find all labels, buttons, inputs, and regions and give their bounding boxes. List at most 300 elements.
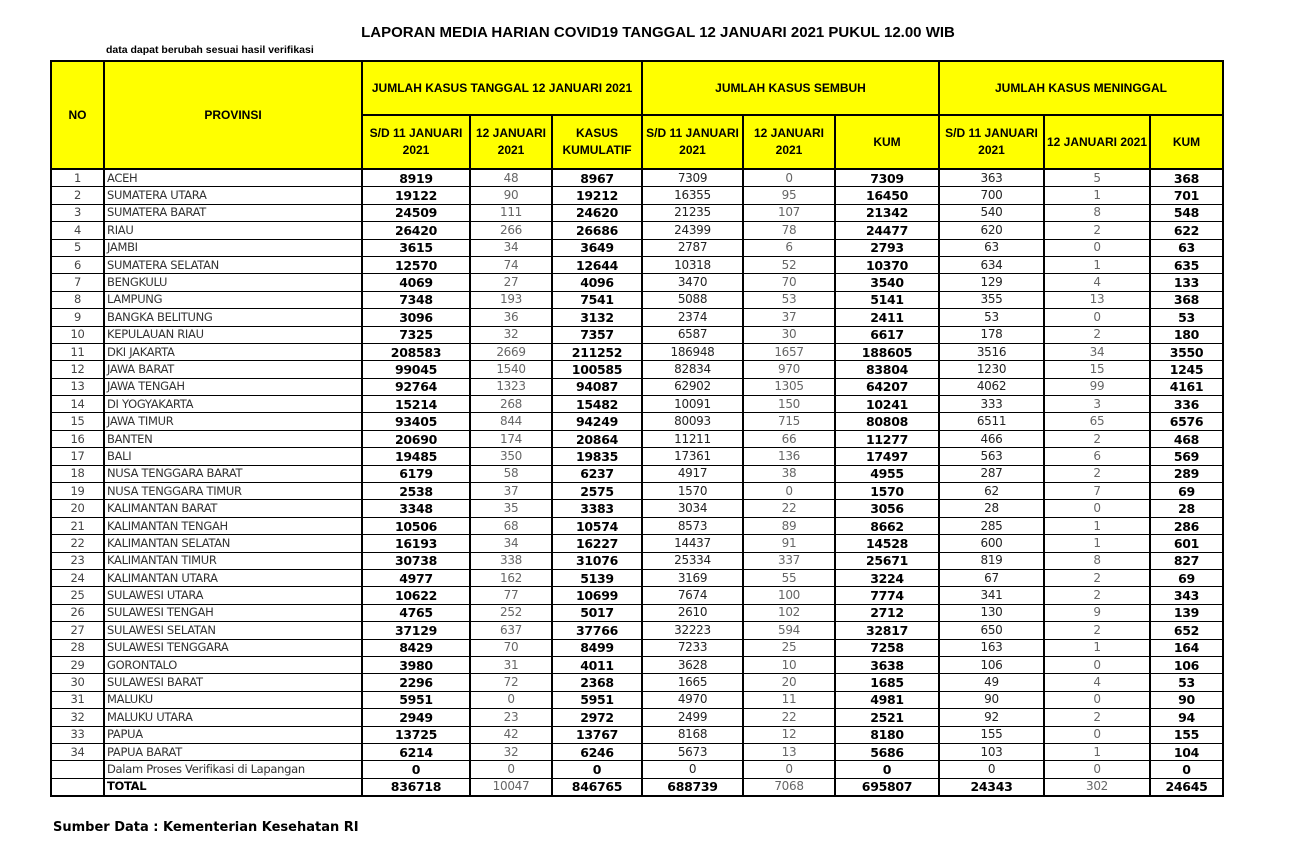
- kasus-sd11-cell: 26420: [362, 222, 470, 239]
- meninggal-sd11-cell: 819: [939, 552, 1044, 569]
- sembuh-sd11-cell: 186948: [642, 343, 743, 360]
- table-row: [51, 396, 1223, 413]
- sembuh-sd11-cell: 3628: [642, 656, 743, 673]
- table-row: [51, 535, 1223, 552]
- kasus-kumulatif-cell: 6246: [552, 743, 642, 760]
- kasus-sd11-cell: 3348: [362, 500, 470, 517]
- meninggal-sd11-cell: 6511: [939, 413, 1044, 430]
- sembuh-sd11-cell: 6587: [642, 326, 743, 343]
- meninggal-kum-cell: 94: [1150, 709, 1223, 726]
- sembuh-12jan-cell: 78: [743, 222, 835, 239]
- table-row: [51, 465, 1223, 482]
- kasus-sd11-cell: 92764: [362, 378, 470, 395]
- row-no-cell: 3: [51, 204, 104, 221]
- meninggal-sd11-cell: 600: [939, 535, 1044, 552]
- table-row: [51, 309, 1223, 326]
- row-provinsi-cell: MALUKU: [104, 691, 362, 708]
- sembuh-kum-cell: 8180: [835, 726, 939, 743]
- table-row: [51, 361, 1223, 378]
- sembuh-kum-cell: 11277: [835, 430, 939, 447]
- kasus-kumulatif-cell: 6237: [552, 465, 642, 482]
- total-sembuh-12jan-cell: 7068: [743, 778, 835, 796]
- meninggal-sd11-cell: 92: [939, 709, 1044, 726]
- meninggal-kum-cell: 155: [1150, 726, 1223, 743]
- row-provinsi-cell: NUSA TENGGARA TIMUR: [104, 483, 362, 500]
- table-row: [51, 413, 1223, 430]
- row-provinsi-cell: KEPULAUAN RIAU: [104, 326, 362, 343]
- kasus-12jan-cell: 36: [470, 309, 552, 326]
- meninggal-kum-cell: 336: [1150, 396, 1223, 413]
- meninggal-sd11-cell: 28: [939, 500, 1044, 517]
- meninggal-kum-cell: 4161: [1150, 378, 1223, 395]
- kasus-kumulatif-cell: 100585: [552, 361, 642, 378]
- sembuh-sd11-cell: 1570: [642, 483, 743, 500]
- meninggal-12jan-cell: 0: [1044, 656, 1150, 673]
- kasus-12jan-cell: 0: [470, 691, 552, 708]
- table-row: [51, 239, 1223, 256]
- table-row: [51, 500, 1223, 517]
- sembuh-kum-cell: 2793: [835, 239, 939, 256]
- meninggal-12jan-cell: 9: [1044, 604, 1150, 621]
- row-provinsi-cell: BALI: [104, 448, 362, 465]
- header-sembuh-kum: KUM: [835, 115, 939, 169]
- meninggal-12jan-cell: 1: [1044, 256, 1150, 273]
- sembuh-kum-cell: 1570: [835, 483, 939, 500]
- header-sembuh-12jan: 12 JANUARI 2021: [743, 115, 835, 169]
- row-no-cell: 14: [51, 396, 104, 413]
- header-meninggal-kum: KUM: [1150, 115, 1223, 169]
- row-no-cell: 34: [51, 743, 104, 760]
- sembuh-kum-cell: 64207: [835, 378, 939, 395]
- row-provinsi-cell: JAMBI: [104, 239, 362, 256]
- row-no-cell: 6: [51, 256, 104, 273]
- meninggal-12jan-cell: 1: [1044, 187, 1150, 204]
- meninggal-sd11-cell: 540: [939, 204, 1044, 221]
- kasus-12jan-cell: 35: [470, 500, 552, 517]
- meninggal-sd11-cell: 634: [939, 256, 1044, 273]
- sembuh-kum-cell: 5686: [835, 743, 939, 760]
- table-row: [51, 169, 1223, 187]
- kasus-sd11-cell: 13725: [362, 726, 470, 743]
- kasus-sd11-cell: 15214: [362, 396, 470, 413]
- kasus-12jan-cell: 252: [470, 604, 552, 621]
- kasus-12jan-cell: 48: [470, 169, 552, 187]
- kasus-12jan-cell: 338: [470, 552, 552, 569]
- meninggal-12jan-cell: 15: [1044, 361, 1150, 378]
- kasus-sd11-cell: 99045: [362, 361, 470, 378]
- meninggal-kum-cell: 133: [1150, 274, 1223, 291]
- table-row: [51, 378, 1223, 395]
- sembuh-12jan-cell: 11: [743, 691, 835, 708]
- kasus-sd11-cell: 5951: [362, 691, 470, 708]
- report-title: LAPORAN MEDIA HARIAN COVID19 TANGGAL 12 JANUARI 2021 PUKUL 12.00 WIB: [361, 24, 955, 41]
- kasus-12jan-cell: 37: [470, 483, 552, 500]
- sembuh-kum-cell: 17497: [835, 448, 939, 465]
- meninggal-kum-cell: 827: [1150, 552, 1223, 569]
- meninggal-sd11-cell: 129: [939, 274, 1044, 291]
- kasus-kumulatif-cell: 26686: [552, 222, 642, 239]
- row-provinsi-cell: JAWA BARAT: [104, 361, 362, 378]
- sembuh-kum-cell: 2411: [835, 309, 939, 326]
- kasus-kumulatif-cell: 19212: [552, 187, 642, 204]
- sembuh-12jan-cell: 12: [743, 726, 835, 743]
- sembuh-12jan-cell: 136: [743, 448, 835, 465]
- meninggal-kum-cell: 635: [1150, 256, 1223, 273]
- kasus-sd11-cell: 12570: [362, 256, 470, 273]
- kasus-kumulatif-cell: 4011: [552, 656, 642, 673]
- kasus-kumulatif-cell: 94249: [552, 413, 642, 430]
- kasus-sd11-cell: 2296: [362, 674, 470, 691]
- kasus-kumulatif-cell: 5017: [552, 604, 642, 621]
- kasus-sd11-cell: 7325: [362, 326, 470, 343]
- kasus-12jan-cell: 32: [470, 326, 552, 343]
- meninggal-kum-cell: 90: [1150, 691, 1223, 708]
- sembuh-sd11-cell: 2610: [642, 604, 743, 621]
- meninggal-sd11-cell: 287: [939, 465, 1044, 482]
- row-no-cell: 7: [51, 274, 104, 291]
- meninggal-kum-cell: 601: [1150, 535, 1223, 552]
- kasus-12jan-cell: 111: [470, 204, 552, 221]
- sembuh-sd11-cell: 10091: [642, 396, 743, 413]
- table-row: [51, 552, 1223, 569]
- meninggal-12jan-cell: 4: [1044, 674, 1150, 691]
- row-provinsi-cell: BANGKA BELITUNG: [104, 309, 362, 326]
- kasus-kumulatif-cell: 0: [552, 761, 642, 778]
- kasus-sd11-cell: 208583: [362, 343, 470, 360]
- kasus-12jan-cell: 2669: [470, 343, 552, 360]
- kasus-kumulatif-cell: 3132: [552, 309, 642, 326]
- kasus-12jan-cell: 27: [470, 274, 552, 291]
- row-no-cell: 17: [51, 448, 104, 465]
- meninggal-sd11-cell: 285: [939, 517, 1044, 534]
- row-no-cell: 4: [51, 222, 104, 239]
- sembuh-sd11-cell: 17361: [642, 448, 743, 465]
- sembuh-12jan-cell: 102: [743, 604, 835, 621]
- source-note: Sumber Data : Kementerian Kesehatan RI: [53, 820, 359, 835]
- table-row: [51, 274, 1223, 291]
- table-row: [51, 222, 1223, 239]
- sembuh-12jan-cell: 10: [743, 656, 835, 673]
- sembuh-kum-cell: 3224: [835, 569, 939, 586]
- row-no-cell: 30: [51, 674, 104, 691]
- sembuh-kum-cell: 8662: [835, 517, 939, 534]
- row-no-cell: 21: [51, 517, 104, 534]
- meninggal-sd11-cell: 178: [939, 326, 1044, 343]
- sembuh-kum-cell: 4981: [835, 691, 939, 708]
- kasus-12jan-cell: 266: [470, 222, 552, 239]
- kasus-kumulatif-cell: 13767: [552, 726, 642, 743]
- sembuh-kum-cell: 1685: [835, 674, 939, 691]
- kasus-12jan-cell: 42: [470, 726, 552, 743]
- row-no-cell: 10: [51, 326, 104, 343]
- kasus-sd11-cell: 0: [362, 761, 470, 778]
- kasus-kumulatif-cell: 2368: [552, 674, 642, 691]
- table-row: [51, 726, 1223, 743]
- meninggal-kum-cell: 104: [1150, 743, 1223, 760]
- row-provinsi-cell: KALIMANTAN TIMUR: [104, 552, 362, 569]
- sembuh-12jan-cell: 107: [743, 204, 835, 221]
- meninggal-sd11-cell: 63: [939, 239, 1044, 256]
- meninggal-12jan-cell: 2: [1044, 222, 1150, 239]
- kasus-12jan-cell: 34: [470, 535, 552, 552]
- row-provinsi-cell: PAPUA: [104, 726, 362, 743]
- sembuh-sd11-cell: 8168: [642, 726, 743, 743]
- meninggal-12jan-cell: 1: [1044, 517, 1150, 534]
- sembuh-sd11-cell: 16355: [642, 187, 743, 204]
- sembuh-12jan-cell: 150: [743, 396, 835, 413]
- meninggal-sd11-cell: 103: [939, 743, 1044, 760]
- row-no-cell: 18: [51, 465, 104, 482]
- sembuh-sd11-cell: 1665: [642, 674, 743, 691]
- kasus-kumulatif-cell: 8967: [552, 169, 642, 187]
- kasus-12jan-cell: 162: [470, 569, 552, 586]
- sembuh-kum-cell: 7309: [835, 169, 939, 187]
- kasus-sd11-cell: 24509: [362, 204, 470, 221]
- meninggal-12jan-cell: 8: [1044, 552, 1150, 569]
- table-row: [51, 430, 1223, 447]
- meninggal-sd11-cell: 106: [939, 656, 1044, 673]
- kasus-12jan-cell: 268: [470, 396, 552, 413]
- kasus-12jan-cell: 74: [470, 256, 552, 273]
- sembuh-12jan-cell: 30: [743, 326, 835, 343]
- sembuh-12jan-cell: 20: [743, 674, 835, 691]
- meninggal-sd11-cell: 49: [939, 674, 1044, 691]
- table-row: [51, 291, 1223, 308]
- sembuh-kum-cell: 80808: [835, 413, 939, 430]
- sembuh-kum-cell: 0: [835, 761, 939, 778]
- header-kasus-kumulatif: KASUS KUMULATIF: [552, 115, 642, 169]
- table-row: [51, 448, 1223, 465]
- meninggal-kum-cell: 69: [1150, 569, 1223, 586]
- row-no-cell: 29: [51, 656, 104, 673]
- meninggal-sd11-cell: 341: [939, 587, 1044, 604]
- meninggal-12jan-cell: 1: [1044, 743, 1150, 760]
- kasus-12jan-cell: 90: [470, 187, 552, 204]
- meninggal-12jan-cell: 5: [1044, 169, 1150, 187]
- row-provinsi-cell: Dalam Proses Verifikasi di Lapangan: [104, 761, 362, 778]
- kasus-12jan-cell: 72: [470, 674, 552, 691]
- sembuh-kum-cell: 83804: [835, 361, 939, 378]
- meninggal-sd11-cell: 333: [939, 396, 1044, 413]
- meninggal-12jan-cell: 99: [1044, 378, 1150, 395]
- row-no-cell: [51, 761, 104, 778]
- kasus-sd11-cell: 30738: [362, 552, 470, 569]
- table-row: [51, 187, 1223, 204]
- meninggal-12jan-cell: 13: [1044, 291, 1150, 308]
- sembuh-kum-cell: 10241: [835, 396, 939, 413]
- sembuh-12jan-cell: 970: [743, 361, 835, 378]
- sembuh-sd11-cell: 8573: [642, 517, 743, 534]
- kasus-12jan-cell: 31: [470, 656, 552, 673]
- meninggal-sd11-cell: 163: [939, 639, 1044, 656]
- kasus-kumulatif-cell: 12644: [552, 256, 642, 273]
- sembuh-kum-cell: 6617: [835, 326, 939, 343]
- total-row-provinsi-cell: TOTAL: [104, 778, 362, 796]
- row-no-cell: 32: [51, 709, 104, 726]
- sembuh-12jan-cell: 337: [743, 552, 835, 569]
- sembuh-sd11-cell: 80093: [642, 413, 743, 430]
- row-provinsi-cell: LAMPUNG: [104, 291, 362, 308]
- meninggal-kum-cell: 343: [1150, 587, 1223, 604]
- row-provinsi-cell: JAWA TIMUR: [104, 413, 362, 430]
- kasus-sd11-cell: 6214: [362, 743, 470, 760]
- meninggal-12jan-cell: 0: [1044, 500, 1150, 517]
- row-no-cell: 15: [51, 413, 104, 430]
- sembuh-12jan-cell: 1305: [743, 378, 835, 395]
- sembuh-sd11-cell: 2787: [642, 239, 743, 256]
- meninggal-12jan-cell: 2: [1044, 569, 1150, 586]
- meninggal-sd11-cell: 700: [939, 187, 1044, 204]
- kasus-kumulatif-cell: 5139: [552, 569, 642, 586]
- table-row: [51, 569, 1223, 586]
- meninggal-kum-cell: 652: [1150, 622, 1223, 639]
- sembuh-12jan-cell: 100: [743, 587, 835, 604]
- sembuh-kum-cell: 16450: [835, 187, 939, 204]
- sembuh-sd11-cell: 21235: [642, 204, 743, 221]
- kasus-12jan-cell: 0: [470, 761, 552, 778]
- kasus-12jan-cell: 58: [470, 465, 552, 482]
- table-row: [51, 639, 1223, 656]
- kasus-kumulatif-cell: 3649: [552, 239, 642, 256]
- total-kasus-12jan-cell: 10047: [470, 778, 552, 796]
- sembuh-sd11-cell: 3034: [642, 500, 743, 517]
- meninggal-kum-cell: 368: [1150, 169, 1223, 187]
- meninggal-12jan-cell: 2: [1044, 622, 1150, 639]
- sembuh-kum-cell: 14528: [835, 535, 939, 552]
- kasus-kumulatif-cell: 15482: [552, 396, 642, 413]
- sembuh-sd11-cell: 7233: [642, 639, 743, 656]
- kasus-12jan-cell: 1540: [470, 361, 552, 378]
- row-provinsi-cell: SUMATERA BARAT: [104, 204, 362, 221]
- row-provinsi-cell: RIAU: [104, 222, 362, 239]
- row-no-cell: 16: [51, 430, 104, 447]
- sembuh-sd11-cell: 10318: [642, 256, 743, 273]
- sembuh-12jan-cell: 0: [743, 483, 835, 500]
- kasus-12jan-cell: 1323: [470, 378, 552, 395]
- kasus-kumulatif-cell: 7357: [552, 326, 642, 343]
- sembuh-kum-cell: 25671: [835, 552, 939, 569]
- sembuh-sd11-cell: 3169: [642, 569, 743, 586]
- row-provinsi-cell: SULAWESI SELATAN: [104, 622, 362, 639]
- row-provinsi-cell: SUMATERA UTARA: [104, 187, 362, 204]
- sembuh-kum-cell: 3056: [835, 500, 939, 517]
- total-sembuh-sd11-cell: 688739: [642, 778, 743, 796]
- meninggal-12jan-cell: 0: [1044, 309, 1150, 326]
- row-no-cell: 25: [51, 587, 104, 604]
- kasus-kumulatif-cell: 2575: [552, 483, 642, 500]
- header-kasus-sd11: S/D 11 JANUARI 2021: [362, 115, 470, 169]
- sembuh-12jan-cell: 6: [743, 239, 835, 256]
- sembuh-sd11-cell: 62902: [642, 378, 743, 395]
- header-sembuh-sd11: S/D 11 JANUARI 2021: [642, 115, 743, 169]
- kasus-12jan-cell: 174: [470, 430, 552, 447]
- table-row: [51, 622, 1223, 639]
- meninggal-12jan-cell: 2: [1044, 430, 1150, 447]
- sembuh-kum-cell: 3540: [835, 274, 939, 291]
- sembuh-kum-cell: 5141: [835, 291, 939, 308]
- kasus-12jan-cell: 350: [470, 448, 552, 465]
- sembuh-12jan-cell: 52: [743, 256, 835, 273]
- row-no-cell: 20: [51, 500, 104, 517]
- row-provinsi-cell: BENGKULU: [104, 274, 362, 291]
- row-no-cell: 13: [51, 378, 104, 395]
- kasus-sd11-cell: 8429: [362, 639, 470, 656]
- row-provinsi-cell: ACEH: [104, 169, 362, 187]
- sembuh-kum-cell: 32817: [835, 622, 939, 639]
- header-no: NO: [51, 61, 104, 169]
- sembuh-sd11-cell: 7309: [642, 169, 743, 187]
- sembuh-sd11-cell: 5088: [642, 291, 743, 308]
- meninggal-12jan-cell: 2: [1044, 465, 1150, 482]
- sembuh-12jan-cell: 13: [743, 743, 835, 760]
- table-row: [51, 743, 1223, 760]
- meninggal-kum-cell: 28: [1150, 500, 1223, 517]
- meninggal-sd11-cell: 53: [939, 309, 1044, 326]
- row-no-cell: 27: [51, 622, 104, 639]
- meninggal-kum-cell: 0: [1150, 761, 1223, 778]
- row-no-cell: 31: [51, 691, 104, 708]
- sembuh-12jan-cell: 25: [743, 639, 835, 656]
- meninggal-sd11-cell: 466: [939, 430, 1044, 447]
- row-no-cell: 24: [51, 569, 104, 586]
- kasus-kumulatif-cell: 16227: [552, 535, 642, 552]
- sembuh-12jan-cell: 37: [743, 309, 835, 326]
- row-no-cell: 5: [51, 239, 104, 256]
- kasus-12jan-cell: 844: [470, 413, 552, 430]
- total-meninggal-12jan-cell: 302: [1044, 778, 1150, 796]
- row-no-cell: 28: [51, 639, 104, 656]
- total-row: [51, 778, 1223, 796]
- kasus-sd11-cell: 2949: [362, 709, 470, 726]
- meninggal-12jan-cell: 34: [1044, 343, 1150, 360]
- sembuh-sd11-cell: 82834: [642, 361, 743, 378]
- kasus-12jan-cell: 77: [470, 587, 552, 604]
- kasus-sd11-cell: 16193: [362, 535, 470, 552]
- kasus-12jan-cell: 193: [470, 291, 552, 308]
- meninggal-sd11-cell: 620: [939, 222, 1044, 239]
- kasus-kumulatif-cell: 19835: [552, 448, 642, 465]
- row-provinsi-cell: JAWA TENGAH: [104, 378, 362, 395]
- kasus-kumulatif-cell: 8499: [552, 639, 642, 656]
- meninggal-kum-cell: 286: [1150, 517, 1223, 534]
- meninggal-kum-cell: 3550: [1150, 343, 1223, 360]
- meninggal-kum-cell: 1245: [1150, 361, 1223, 378]
- meninggal-12jan-cell: 0: [1044, 691, 1150, 708]
- meninggal-12jan-cell: 2: [1044, 709, 1150, 726]
- kasus-sd11-cell: 37129: [362, 622, 470, 639]
- sembuh-sd11-cell: 14437: [642, 535, 743, 552]
- sembuh-sd11-cell: 11211: [642, 430, 743, 447]
- table-row: [51, 691, 1223, 708]
- header-meninggal-12jan: 12 JANUARI 2021: [1044, 115, 1150, 169]
- total-kasus-kumulatif-cell: 846765: [552, 778, 642, 796]
- sembuh-sd11-cell: 0: [642, 761, 743, 778]
- sembuh-12jan-cell: 89: [743, 517, 835, 534]
- row-provinsi-cell: PAPUA BARAT: [104, 743, 362, 760]
- kasus-sd11-cell: 10506: [362, 517, 470, 534]
- table-row: [51, 326, 1223, 343]
- kasus-sd11-cell: 20690: [362, 430, 470, 447]
- sembuh-sd11-cell: 32223: [642, 622, 743, 639]
- table-row: [51, 343, 1223, 360]
- meninggal-12jan-cell: 0: [1044, 726, 1150, 743]
- table-row: [51, 604, 1223, 621]
- kasus-sd11-cell: 19485: [362, 448, 470, 465]
- meninggal-kum-cell: 548: [1150, 204, 1223, 221]
- row-no-cell: 22: [51, 535, 104, 552]
- kasus-kumulatif-cell: 2972: [552, 709, 642, 726]
- sembuh-kum-cell: 2521: [835, 709, 939, 726]
